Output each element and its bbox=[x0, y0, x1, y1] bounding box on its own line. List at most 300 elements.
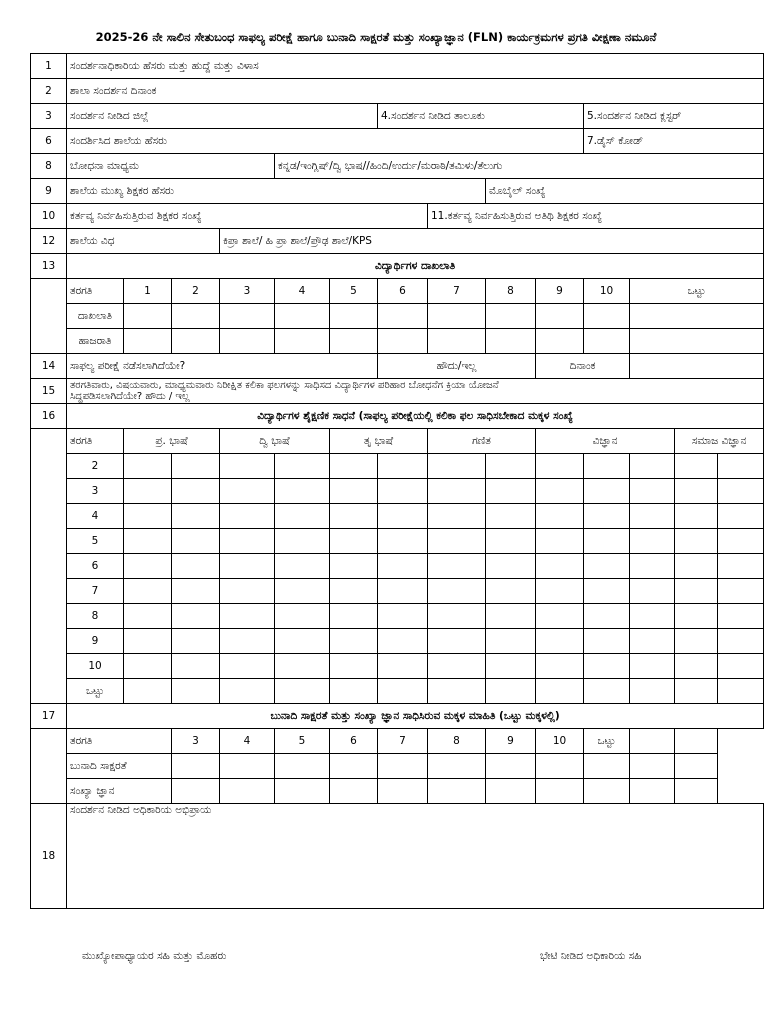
subject-header: ತೃ ಭಾಷೆ bbox=[330, 429, 428, 454]
row-12 bbox=[31, 229, 764, 254]
input-cell[interactable] bbox=[584, 479, 630, 504]
input-cell[interactable] bbox=[330, 679, 378, 704]
input-cell[interactable] bbox=[630, 604, 675, 629]
row-number: 12 bbox=[31, 229, 67, 254]
input-cell[interactable] bbox=[330, 454, 378, 479]
grade-header: 3 bbox=[172, 729, 220, 754]
input-cell[interactable] bbox=[330, 754, 378, 779]
input-cell[interactable] bbox=[428, 529, 486, 554]
field-label: 4.ಸಂದರ್ಶನ ನೀಡಿದ ತಾಲೂಕು bbox=[381, 109, 485, 122]
input-cell[interactable] bbox=[718, 504, 764, 529]
input-cell[interactable] bbox=[378, 304, 428, 329]
field-label: ಸಂದರ್ಶನ ನೀಡಿದ ಅಧಿಕಾರಿಯ ಅಭಿಪ್ರಾಯ bbox=[70, 804, 212, 816]
input-cell[interactable] bbox=[584, 579, 630, 604]
row-number: 9 bbox=[31, 179, 67, 204]
grade-header: 7 bbox=[378, 729, 428, 754]
input-cell[interactable] bbox=[378, 454, 428, 479]
empty-cell bbox=[31, 579, 67, 604]
subject-header: ಪ್ರ. ಭಾಷೆ bbox=[124, 429, 220, 454]
input-cell[interactable] bbox=[378, 779, 428, 804]
input-cell[interactable] bbox=[220, 654, 275, 679]
input-cell[interactable] bbox=[486, 679, 536, 704]
input-cell[interactable] bbox=[675, 529, 718, 554]
grade-label: ಒಟ್ಟು bbox=[67, 679, 124, 704]
input-cell[interactable] bbox=[275, 329, 330, 354]
input-cell[interactable] bbox=[428, 754, 486, 779]
input-cell[interactable] bbox=[486, 579, 536, 604]
input-cell[interactable] bbox=[172, 779, 220, 804]
input-cell[interactable] bbox=[220, 579, 275, 604]
input-cell[interactable] bbox=[220, 629, 275, 654]
enrolment-row bbox=[31, 304, 764, 329]
input-cell[interactable] bbox=[275, 654, 330, 679]
input-cell[interactable] bbox=[124, 454, 172, 479]
input-cell[interactable] bbox=[172, 629, 220, 654]
empty-cell bbox=[31, 479, 67, 504]
input-cell[interactable] bbox=[275, 454, 330, 479]
input-cell[interactable] bbox=[220, 304, 275, 329]
empty-cell bbox=[31, 729, 67, 754]
empty-cell bbox=[31, 654, 67, 679]
input-cell[interactable] bbox=[428, 454, 486, 479]
achievement-grade-row bbox=[31, 554, 764, 579]
input-cell[interactable] bbox=[378, 329, 428, 354]
empty-cell bbox=[31, 554, 67, 579]
input-cell[interactable] bbox=[124, 629, 172, 654]
empty-cell bbox=[31, 679, 67, 704]
input-cell[interactable] bbox=[675, 479, 718, 504]
input-cell[interactable] bbox=[428, 304, 486, 329]
grade-label: 7 bbox=[67, 579, 124, 604]
input-cell[interactable] bbox=[630, 754, 675, 779]
school-type-label: ಶಾಲೆಯ ವಿಧ bbox=[67, 229, 220, 254]
input-cell[interactable] bbox=[124, 579, 172, 604]
field-label: ಸಂದರ್ಶನಾಧಿಕಾರಿಯ ಹೆಸರು ಮತ್ತು ಹುದ್ದೆ ಮತ್ತು ವಿಳಾಸ bbox=[70, 59, 259, 72]
input-cell[interactable] bbox=[330, 554, 378, 579]
input-cell[interactable] bbox=[536, 329, 584, 354]
input-cell[interactable] bbox=[630, 779, 675, 804]
input-cell[interactable] bbox=[486, 454, 536, 479]
input-cell[interactable] bbox=[675, 454, 718, 479]
empty-cell bbox=[31, 429, 67, 454]
input-cell[interactable] bbox=[675, 779, 718, 804]
input-cell[interactable] bbox=[486, 654, 536, 679]
input-cell[interactable] bbox=[428, 504, 486, 529]
total-header: ಒಟ್ಟು bbox=[584, 729, 630, 754]
official-name-field[interactable] bbox=[67, 54, 764, 79]
input-cell[interactable] bbox=[428, 629, 486, 654]
input-cell[interactable] bbox=[124, 329, 172, 354]
field-label: 7.ಡೈಸ್ ಕೋಡ್ bbox=[587, 134, 644, 147]
input-cell[interactable] bbox=[124, 529, 172, 554]
achievement-grade-row bbox=[31, 629, 764, 654]
input-cell[interactable] bbox=[486, 554, 536, 579]
grade-header: 4 bbox=[220, 729, 275, 754]
visit-date-field[interactable] bbox=[67, 79, 764, 104]
input-cell[interactable] bbox=[172, 679, 220, 704]
literacy-label: ಬುನಾದಿ ಸಾಕ್ಷರತೆ bbox=[67, 754, 172, 779]
input-cell[interactable] bbox=[275, 629, 330, 654]
input-cell[interactable] bbox=[630, 454, 675, 479]
input-cell[interactable] bbox=[718, 629, 764, 654]
input-cell[interactable] bbox=[486, 754, 536, 779]
row-16 bbox=[31, 404, 764, 429]
inspection-form-table bbox=[30, 53, 764, 909]
achievement-grade-row bbox=[31, 504, 764, 529]
row-2 bbox=[31, 79, 764, 104]
school-name-field[interactable] bbox=[67, 129, 584, 154]
input-cell[interactable] bbox=[124, 554, 172, 579]
input-cell[interactable] bbox=[536, 754, 584, 779]
medium-options[interactable]: ಕನ್ನಡ/ಇಂಗ್ಲಿಷ್/ದ್ವಿ ಭಾಷ//ಹಿಂದಿ/ಉರ್ದು/ಮರಾಠಿ/ತಮಿಳು/ತೆಲುಗು bbox=[275, 154, 764, 179]
input-cell[interactable] bbox=[378, 654, 428, 679]
input-cell[interactable] bbox=[584, 329, 630, 354]
field-label: 11.ಕರ್ತವ್ಯ ನಿರ್ವಹಿಸುತ್ತಿರುವ ಅತಿಥಿ ಶಿಕ್ಷಕರ ಸಂಖ್ಯೆ bbox=[431, 209, 602, 222]
achievement-header-row bbox=[31, 429, 764, 454]
achievement-grade-row bbox=[31, 529, 764, 554]
input-cell[interactable] bbox=[718, 529, 764, 554]
input-cell[interactable] bbox=[378, 504, 428, 529]
input-cell[interactable] bbox=[330, 604, 378, 629]
row-9 bbox=[31, 179, 764, 204]
input-cell[interactable] bbox=[675, 629, 718, 654]
grade-header: 10 bbox=[584, 279, 630, 304]
input-cell[interactable] bbox=[275, 304, 330, 329]
input-cell[interactable] bbox=[428, 604, 486, 629]
input-cell[interactable] bbox=[584, 754, 630, 779]
input-cell[interactable] bbox=[536, 579, 584, 604]
input-cell[interactable] bbox=[536, 554, 584, 579]
input-cell[interactable] bbox=[428, 554, 486, 579]
row-8 bbox=[31, 154, 764, 179]
exam-conducted-label: ಸಾಫಲ್ಯ ಪರೀಕ್ಷೆ ನಡೆಸಲಾಗಿದೆಯೇ? bbox=[67, 354, 378, 379]
input-cell[interactable] bbox=[718, 554, 764, 579]
input-cell[interactable] bbox=[675, 754, 718, 779]
input-cell[interactable] bbox=[486, 604, 536, 629]
input-cell[interactable] bbox=[220, 504, 275, 529]
input-cell[interactable] bbox=[124, 654, 172, 679]
input-cell[interactable] bbox=[536, 479, 584, 504]
input-cell[interactable] bbox=[124, 604, 172, 629]
input-cell[interactable] bbox=[220, 329, 275, 354]
input-cell[interactable] bbox=[330, 529, 378, 554]
input-cell[interactable] bbox=[275, 479, 330, 504]
field-label: ಶಾಲಾ ಸಂದರ್ಶನ ದಿನಾಂಕ bbox=[70, 84, 157, 97]
input-cell[interactable] bbox=[378, 754, 428, 779]
grade-label: 8 bbox=[67, 604, 124, 629]
input-cell[interactable] bbox=[486, 529, 536, 554]
row-6 bbox=[31, 129, 764, 154]
input-cell[interactable] bbox=[630, 679, 675, 704]
input-cell[interactable] bbox=[220, 554, 275, 579]
form-title: 2025-26 ನೇ ಸಾಲಿನ ಸೇತುಬಂಧ ಸಾಫಲ್ಯ ಪರೀಕ್ಷೆ ಹಾಗೂ ಬುನಾದಿ ಸಾಕ್ಷರತೆ ಮತ್ತು ಸಂಖ್ಯಾಜ್ಞಾನ (FLN) ಕಾರ್ಯಕ್ರಮಗಳ ಪ್ರಗತಿ ವೀಕ್ಷಣಾ ನಮೂನೆ bbox=[95, 30, 657, 44]
taluk-field[interactable] bbox=[378, 104, 584, 129]
input-cell[interactable] bbox=[675, 504, 718, 529]
input-cell[interactable] bbox=[630, 529, 675, 554]
input-cell[interactable] bbox=[675, 679, 718, 704]
input-cell[interactable] bbox=[584, 504, 630, 529]
input-cell[interactable] bbox=[536, 304, 584, 329]
input-cell[interactable] bbox=[630, 504, 675, 529]
achievement-grade-row bbox=[31, 654, 764, 679]
cluster-field[interactable] bbox=[584, 104, 764, 129]
section-heading-enrolment: ವಿದ್ಯಾರ್ಥಿಗಳ ದಾಖಲಾತಿ bbox=[67, 254, 764, 279]
input-cell[interactable] bbox=[330, 579, 378, 604]
input-cell[interactable] bbox=[486, 504, 536, 529]
input-cell[interactable] bbox=[486, 329, 536, 354]
headmaster-name-field[interactable] bbox=[67, 179, 486, 204]
grade-header: 6 bbox=[330, 729, 378, 754]
input-cell[interactable] bbox=[486, 479, 536, 504]
dise-code-field[interactable] bbox=[584, 129, 764, 154]
input-cell[interactable] bbox=[330, 779, 378, 804]
present-label: ಹಾಜರಾತಿ bbox=[67, 329, 124, 354]
yes-no-option[interactable]: ಹೌದು/ಇಲ್ಲ bbox=[378, 354, 536, 379]
row-15 bbox=[31, 379, 764, 404]
enrolled-label: ದಾಖಲಾತಿ bbox=[67, 304, 124, 329]
input-cell[interactable] bbox=[486, 629, 536, 654]
grade-header: 7 bbox=[428, 279, 486, 304]
input-cell[interactable] bbox=[428, 479, 486, 504]
row-17 bbox=[31, 704, 764, 729]
input-cell[interactable] bbox=[378, 679, 428, 704]
input-cell[interactable] bbox=[630, 654, 675, 679]
grade-header: 4 bbox=[275, 279, 330, 304]
input-cell[interactable] bbox=[378, 479, 428, 504]
input-cell[interactable] bbox=[330, 304, 378, 329]
input-cell[interactable] bbox=[378, 579, 428, 604]
input-cell[interactable] bbox=[172, 329, 220, 354]
field-label: ಸಂದರ್ಶಿಸಿದ ಶಾಲೆಯ ಹೆಸರು bbox=[70, 134, 167, 147]
empty-cell bbox=[31, 279, 67, 304]
input-cell[interactable] bbox=[718, 604, 764, 629]
officer-opinion-field[interactable] bbox=[67, 804, 764, 909]
input-cell[interactable] bbox=[378, 629, 428, 654]
empty-cell bbox=[31, 754, 67, 779]
input-cell[interactable] bbox=[172, 529, 220, 554]
grade-header: 9 bbox=[536, 279, 584, 304]
field-label: ಕರ್ತವ್ಯ ನಿರ್ವಹಿಸುತ್ತಿರುವ ಶಿಕ್ಷಕರ ಸಂಖ್ಯೆ bbox=[70, 209, 202, 222]
district-field[interactable] bbox=[67, 104, 378, 129]
input-cell[interactable] bbox=[630, 304, 764, 329]
grade-header: 5 bbox=[275, 729, 330, 754]
input-cell[interactable] bbox=[536, 604, 584, 629]
medium-label: ಬೋಧನಾ ಮಾಧ್ಯಮ bbox=[67, 154, 275, 179]
officer-signature-label: ಭೇಟಿ ನೀಡಿದ ಅಧಿಕಾರಿಯ ಸಹಿ bbox=[540, 950, 642, 962]
date-field[interactable] bbox=[630, 354, 764, 379]
numeracy-label: ಸಂಖ್ಯಾ ಜ್ಞಾನ bbox=[67, 779, 172, 804]
input-cell[interactable] bbox=[275, 529, 330, 554]
input-cell[interactable] bbox=[718, 679, 764, 704]
input-cell[interactable] bbox=[428, 779, 486, 804]
input-cell[interactable] bbox=[584, 304, 630, 329]
input-cell[interactable] bbox=[536, 654, 584, 679]
input-cell[interactable] bbox=[428, 679, 486, 704]
input-cell[interactable] bbox=[220, 529, 275, 554]
grade-label: 5 bbox=[67, 529, 124, 554]
row-number: 3 bbox=[31, 104, 67, 129]
row-3 bbox=[31, 104, 764, 129]
input-cell[interactable] bbox=[124, 504, 172, 529]
grade-label: 6 bbox=[67, 554, 124, 579]
input-cell[interactable] bbox=[584, 679, 630, 704]
input-cell[interactable] bbox=[536, 454, 584, 479]
input-cell[interactable] bbox=[630, 629, 675, 654]
mobile-number-field[interactable] bbox=[486, 179, 764, 204]
attendance-row bbox=[31, 329, 764, 354]
input-cell[interactable] bbox=[584, 629, 630, 654]
subject-header: ವಿಜ್ಞಾನ bbox=[536, 429, 675, 454]
grade-header: 8 bbox=[428, 729, 486, 754]
grade-label: ತರಗತಿ bbox=[67, 429, 124, 454]
row-18 bbox=[31, 804, 764, 909]
row-number: 10 bbox=[31, 204, 67, 229]
input-cell[interactable] bbox=[330, 654, 378, 679]
input-cell[interactable] bbox=[675, 654, 718, 679]
input-cell[interactable] bbox=[172, 504, 220, 529]
input-cell[interactable] bbox=[630, 329, 764, 354]
input-cell[interactable] bbox=[220, 454, 275, 479]
input-cell[interactable] bbox=[124, 479, 172, 504]
input-cell[interactable] bbox=[428, 579, 486, 604]
input-cell[interactable] bbox=[718, 579, 764, 604]
input-cell[interactable] bbox=[536, 529, 584, 554]
question-line-2: ಸಿದ್ಧಪಡಿಸಲಾಗಿದೆಯೇ? ಹೌದು / ಇಲ್ಲ bbox=[70, 391, 190, 402]
input-cell[interactable] bbox=[330, 479, 378, 504]
grade-label: 3 bbox=[67, 479, 124, 504]
input-cell[interactable] bbox=[172, 304, 220, 329]
grade-header: 1 bbox=[124, 279, 172, 304]
input-cell[interactable] bbox=[718, 454, 764, 479]
empty-cell bbox=[31, 779, 67, 804]
input-cell[interactable] bbox=[330, 329, 378, 354]
row-number: 18 bbox=[31, 804, 67, 909]
fln-header-row bbox=[31, 729, 764, 754]
input-cell[interactable] bbox=[172, 754, 220, 779]
date-label: ದಿನಾಂಕ bbox=[536, 354, 630, 379]
empty-cell bbox=[675, 729, 718, 754]
row-number: 17 bbox=[31, 704, 67, 729]
input-cell[interactable] bbox=[630, 479, 675, 504]
input-cell[interactable] bbox=[275, 754, 330, 779]
grade-header: 10 bbox=[536, 729, 584, 754]
input-cell[interactable] bbox=[536, 779, 584, 804]
question-line-1: ತರಗತಿವಾರು, ವಿಷಯವಾರು, ಮಾಧ್ಯಮವಾರು ನಿರೀಕ್ಷಿತ ಕಲಿಕಾ ಫಲಗಳನ್ನು ಸಾಧಿಸದ ವಿದ್ಯಾರ್ಥಿಗಳ ಪರಿಹಾರ ಬೋಧನೆಗ ಕ್ರಿಯಾ ಯೋಜನೆ bbox=[70, 380, 499, 391]
remedial-plan-question[interactable] bbox=[67, 379, 764, 404]
field-label: ಸಂದರ್ಶನ ನೀಡಿದ ಜಿಲ್ಲೆ bbox=[70, 109, 149, 122]
input-cell[interactable] bbox=[172, 479, 220, 504]
input-cell[interactable] bbox=[172, 454, 220, 479]
enrolment-header-row bbox=[31, 279, 764, 304]
input-cell[interactable] bbox=[486, 304, 536, 329]
input-cell[interactable] bbox=[536, 679, 584, 704]
grade-header: 2 bbox=[172, 279, 220, 304]
input-cell[interactable] bbox=[630, 554, 675, 579]
achievement-grade-row bbox=[31, 679, 764, 704]
achievement-body bbox=[31, 454, 764, 704]
school-type-options[interactable]: ಕಿಪ್ರಾ ಶಾಲೆ/ ಹಿ ಪ್ರಾ ಶಾಲೆ/ಪ್ರೌಢ ಶಾಲೆ/KPS bbox=[220, 229, 764, 254]
input-cell[interactable] bbox=[536, 629, 584, 654]
input-cell[interactable] bbox=[428, 329, 486, 354]
section-heading-fln: ಬುನಾದಿ ಸಾಕ್ಷರತೆ ಮತ್ತು ಸಂಖ್ಯಾ ಜ್ಞಾನ ಸಾಧಿಸಿರುವ ಮಕ್ಕಳ ಮಾಹಿತಿ (ಒಟ್ಟು ಮಕ್ಕಳಲ್ಲಿ) bbox=[67, 704, 764, 729]
input-cell[interactable] bbox=[172, 654, 220, 679]
numeracy-row bbox=[31, 779, 764, 804]
input-cell[interactable] bbox=[584, 529, 630, 554]
row-number: 14 bbox=[31, 354, 67, 379]
input-cell[interactable] bbox=[675, 579, 718, 604]
input-cell[interactable] bbox=[275, 554, 330, 579]
grade-header: 8 bbox=[486, 279, 536, 304]
row-number: 15 bbox=[31, 379, 67, 404]
row-number: 16 bbox=[31, 404, 67, 429]
input-cell[interactable] bbox=[275, 579, 330, 604]
grade-label: 9 bbox=[67, 629, 124, 654]
input-cell[interactable] bbox=[584, 654, 630, 679]
teachers-count-field[interactable] bbox=[67, 204, 428, 229]
grade-label: ತರಗತಿ bbox=[67, 279, 124, 304]
row-number: 8 bbox=[31, 154, 67, 179]
input-cell[interactable] bbox=[172, 554, 220, 579]
row-number: 6 bbox=[31, 129, 67, 154]
input-cell[interactable] bbox=[124, 304, 172, 329]
input-cell[interactable] bbox=[584, 554, 630, 579]
row-14 bbox=[31, 354, 764, 379]
input-cell[interactable] bbox=[275, 604, 330, 629]
row-number: 2 bbox=[31, 79, 67, 104]
input-cell[interactable] bbox=[378, 604, 428, 629]
achievement-grade-row bbox=[31, 604, 764, 629]
input-cell[interactable] bbox=[584, 454, 630, 479]
input-cell[interactable] bbox=[718, 654, 764, 679]
input-cell[interactable] bbox=[172, 604, 220, 629]
input-cell[interactable] bbox=[675, 554, 718, 579]
input-cell[interactable] bbox=[330, 629, 378, 654]
empty-cell bbox=[31, 304, 67, 329]
field-label: ಶಾಲೆಯ ಮುಖ್ಯ ಶಿಕ್ಷಕರ ಹೆಸರು bbox=[70, 184, 174, 197]
input-cell[interactable] bbox=[428, 654, 486, 679]
input-cell[interactable] bbox=[220, 604, 275, 629]
section-heading-achievement: ವಿದ್ಯಾರ್ಥಿಗಳ ಶೈಕ್ಷಣಿಕ ಸಾಧನೆ (ಸಾಫಲ್ಯ ಪರೀಕ್ಷೆಯಲ್ಲಿ ಕಲಿಕಾ ಫಲ ಸಾಧಿಸಬೇಕಾದ ಮಕ್ಕಳ ಸಂಖ್ಯೆ bbox=[67, 404, 764, 429]
input-cell[interactable] bbox=[630, 579, 675, 604]
input-cell[interactable] bbox=[220, 754, 275, 779]
input-cell[interactable] bbox=[378, 554, 428, 579]
input-cell[interactable] bbox=[536, 504, 584, 529]
row-number: 1 bbox=[31, 54, 67, 79]
input-cell[interactable] bbox=[584, 604, 630, 629]
grade-label: 10 bbox=[67, 654, 124, 679]
guest-teachers-count-field[interactable] bbox=[428, 204, 764, 229]
input-cell[interactable] bbox=[275, 504, 330, 529]
input-cell[interactable] bbox=[275, 679, 330, 704]
grade-header: 9 bbox=[486, 729, 536, 754]
input-cell[interactable] bbox=[220, 779, 275, 804]
row-1 bbox=[31, 54, 764, 79]
input-cell[interactable] bbox=[220, 479, 275, 504]
achievement-grade-row bbox=[31, 579, 764, 604]
input-cell[interactable] bbox=[330, 504, 378, 529]
input-cell[interactable] bbox=[124, 679, 172, 704]
input-cell[interactable] bbox=[378, 529, 428, 554]
subject-header: ದ್ವಿ ಭಾಷೆ bbox=[220, 429, 330, 454]
input-cell[interactable] bbox=[718, 479, 764, 504]
input-cell[interactable] bbox=[584, 779, 630, 804]
input-cell[interactable] bbox=[220, 679, 275, 704]
input-cell[interactable] bbox=[275, 779, 330, 804]
achievement-grade-row bbox=[31, 479, 764, 504]
input-cell[interactable] bbox=[675, 604, 718, 629]
input-cell[interactable] bbox=[486, 779, 536, 804]
input-cell[interactable] bbox=[172, 579, 220, 604]
